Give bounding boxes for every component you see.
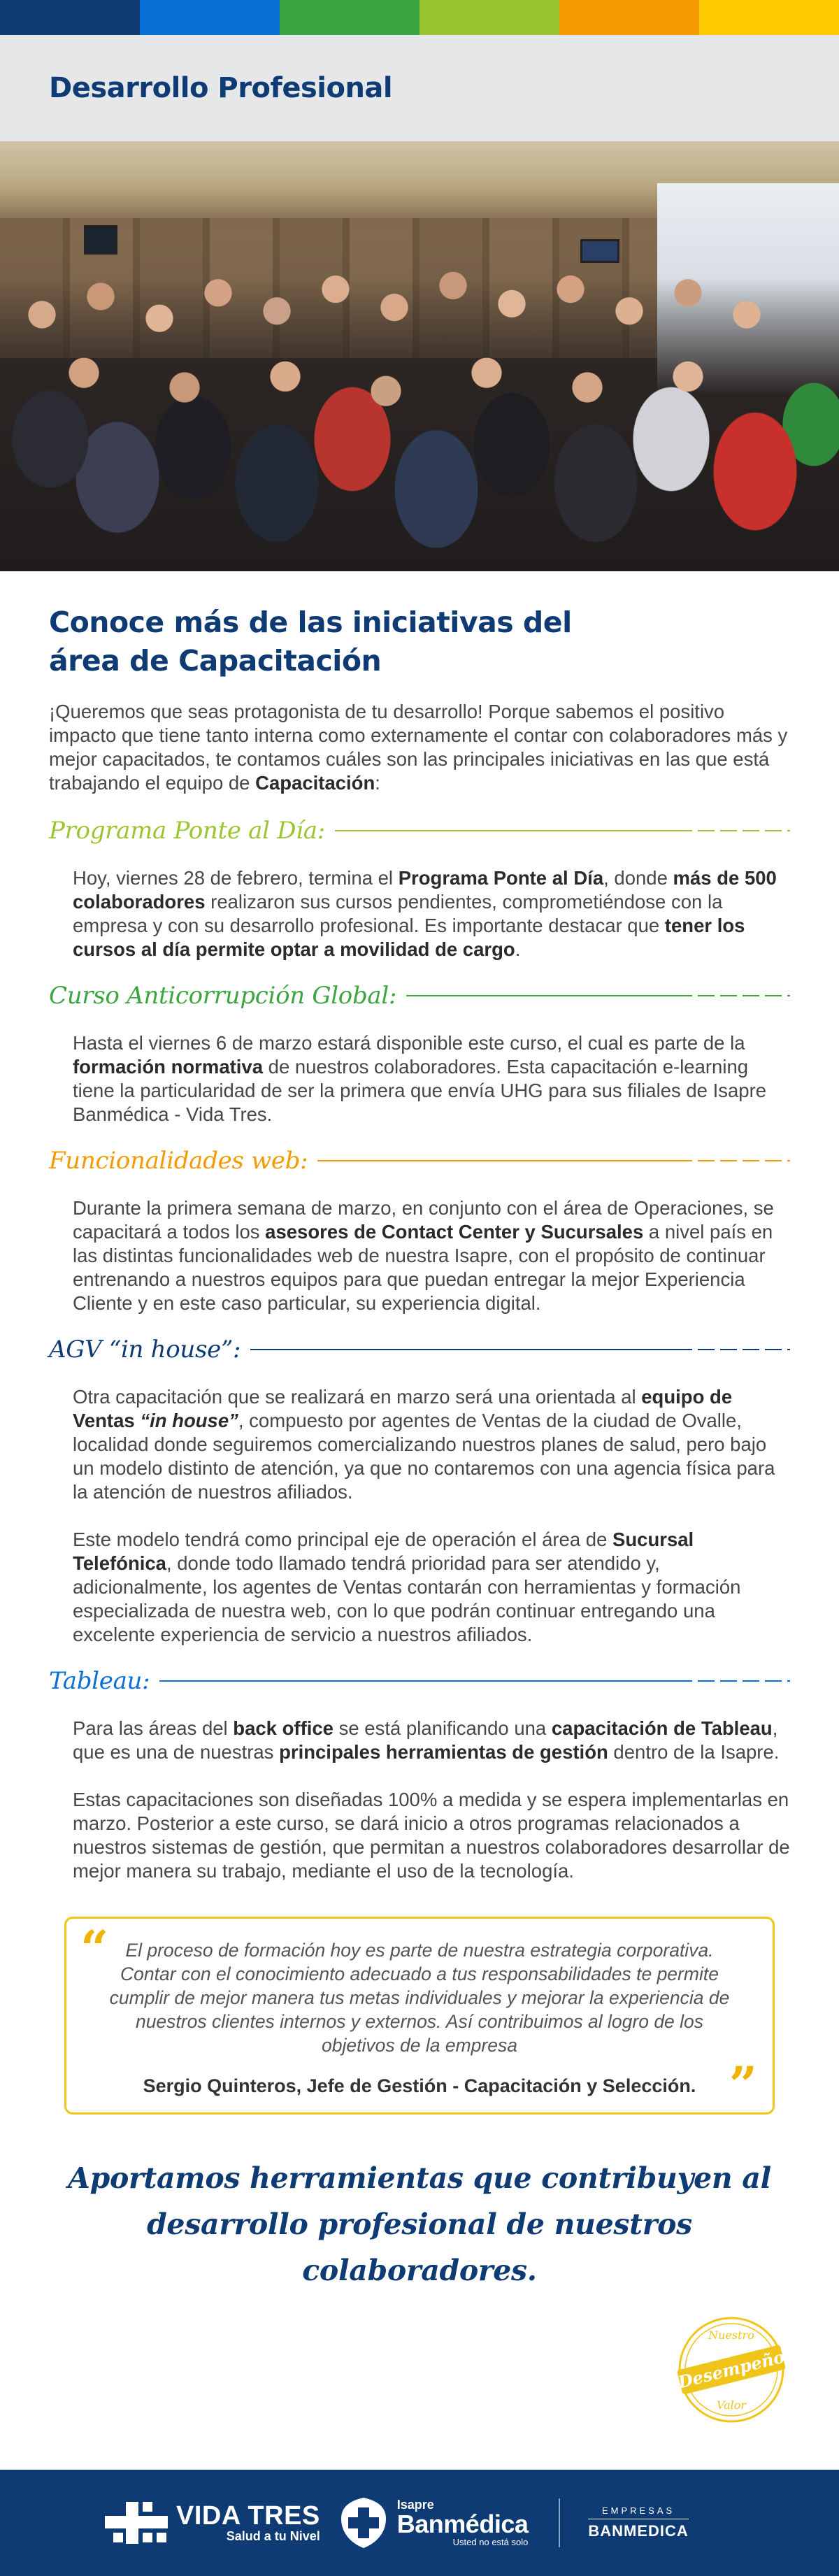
banmedica-logo[interactable] (336, 2495, 529, 2551)
group-photo (0, 141, 839, 571)
footer-divider (559, 2498, 560, 2547)
quote-box (64, 1917, 775, 2115)
section-divider-line (250, 1349, 790, 1350)
article-title-line1: Conoce más de las iniciativas del (49, 606, 572, 639)
section-heading (49, 813, 790, 848)
color-bar-segment (280, 0, 420, 35)
footer (0, 2470, 839, 2576)
empresas-name: BANMEDICA (588, 2522, 689, 2540)
section-paragraph: Hoy, viernes 28 de febrero, termina el Programa Ponte al Día, donde más de 500 colaboradores realizaron sus cursos pendientes, comprometiéndose con la empresa y con su desarrollo profesional. Es importante destacar que tener los cursos al día permite optar a movilidad de cargo. (73, 867, 777, 960)
section-body (49, 1196, 790, 1315)
close-quote-icon: ” (729, 2056, 757, 2114)
section-paragraph: Hasta el viernes 6 de marzo estará disponible este curso, el cual es parte de la formación normativa de nuestros colaboradores. Esta capacitación e-learning tiene la particularidad de ser la primera que envía UHG para sus filiales de Isapre Banmédica - Vida Tres. (73, 1032, 767, 1125)
section-title: Funcionalidades web: (49, 1147, 308, 1175)
empresas-banmedica-logo[interactable] (588, 2505, 688, 2540)
section-body (49, 866, 790, 961)
vidatres-tagline: Salud a tu Nivel (226, 2529, 320, 2543)
article-title-line2: área de Capacitación (49, 644, 382, 678)
closing-statement (49, 2155, 790, 2294)
section-paragraph: Para las áreas del back office se está planificando una capacitación de Tableau, que es una de nuestras principales herramientas de gestión dentro de la Isapre. (73, 1717, 780, 1763)
badge-middle-text: Desempeño (675, 2346, 787, 2393)
article-content (0, 603, 839, 2294)
section-heading (49, 978, 790, 1013)
article-title (49, 603, 790, 680)
section (49, 1663, 790, 1883)
top-color-bar (0, 0, 839, 35)
section-heading (49, 1663, 790, 1698)
section-body (49, 1385, 790, 1647)
banmedica-name: Banmédica (396, 2510, 529, 2538)
section-title: Tableau: (49, 1667, 150, 1695)
vidatres-cross-icon (105, 2502, 169, 2544)
section-title: AGV “in house”: (49, 1336, 241, 1364)
color-bar-segment (140, 0, 280, 35)
section-paragraph: Otra capacitación que se realizará en marzo será una orientada al equipo de Ventas “in house”, compuesto por agentes de Ventas de la ciudad de Ovalle, localidad donde seguiremos comercializando nuestros planes de salud, pero bajo un modelo distinto de atención, ya que no contaremos con una agencia física para la atención de nuestros afiliados. (73, 1386, 775, 1503)
section (49, 1143, 790, 1315)
section-paragraph: Durante la primera semana de marzo, en conjunto con el área de Operaciones, se capacitará a todos los asesores de Contact Center y Sucursales a nivel país en las distintas funcionalidades web de nuestra Isapre, con el propósito de continuar entrenando a nuestros equipos para que puedan entregar la mejor Experiencia Cliente y en este caso particular, su experiencia digital. (73, 1197, 774, 1314)
section (49, 813, 790, 961)
section-title: Curso Anticorrupción Global: (49, 982, 397, 1010)
section-title: Programa Ponte al Día: (49, 817, 325, 845)
section-paragraph: Este modelo tendrá como principal eje de operación el área de Sucursal Telefónica, donde todo llamado tendrá prioridad para ser atendido y, adicionalmente, los agentes de Ventas contarán con herramientas y formación especializada de nuestra web, con lo que podrán continuar entregando una excelente experiencia de servicio a nuestros afiliados. (73, 1529, 741, 1645)
banmedica-tagline: Usted no está solo (452, 2537, 529, 2547)
color-bar-segment (420, 0, 559, 35)
closing-line1: Aportamos herramientas que contribuyen al (68, 2161, 771, 2195)
section-heading (49, 1143, 790, 1178)
page-header (0, 35, 839, 141)
section-paragraph: Estas capacitaciones son diseñadas 100% a medida y se espera implementarlas en marzo. Posterior a este curso, se dará inicio a otros programas relacionados a nuestros sistemas de gestión, que permitan a nuestros colaboradores desarrollar de mejor manera su trabajo, mediante el uso de la tecnología. (73, 1789, 790, 1882)
badge-top-text: Nuestro (708, 2328, 754, 2342)
open-quote-icon: “ (80, 1919, 109, 1977)
empresas-label: EMPRESAS (588, 2505, 688, 2519)
section (49, 1332, 790, 1647)
section (49, 978, 790, 1126)
color-bar-segment (699, 0, 839, 35)
banmedica-prefix: Isapre (396, 2498, 434, 2512)
color-bar-segment (559, 0, 699, 35)
vidatres-logo[interactable] (105, 2502, 320, 2544)
quote-author: Sergio Quinteros, Jefe de Gestión - Capacitación y Selección. (134, 2075, 706, 2097)
section-body (49, 1031, 790, 1126)
vidatres-name: VIDA TRES (176, 2501, 320, 2531)
section-divider-line (317, 1160, 790, 1161)
desempeno-valor-badge-icon (674, 2312, 789, 2427)
badge-bottom-text: Valor (716, 2398, 747, 2412)
banmedica-shield-icon (336, 2495, 392, 2551)
page-title: Desarrollo Profesional (49, 72, 393, 104)
quote-text: El proceso de formación hoy es parte de nuestra estrategia corporativa. Contar con el conocimiento adecuado a tus responsabilidades te permite cumplir de mejor manera tus metas individuales y mejorar la experiencia de nuestros clientes internos y externos. Así contribuimos al logro de los objetivos de la empresa (109, 1940, 730, 2056)
section-body (49, 1717, 790, 1883)
closing-line2: desarrollo profesional de nuestros colaboradores. (147, 2208, 692, 2287)
section-divider-line (335, 830, 790, 831)
sections-container (49, 813, 790, 1883)
color-bar-segment (0, 0, 140, 35)
intro-paragraph: ¡Queremos que seas protagonista de tu desarrollo! Porque sabemos el positivo impacto que tiene tanto interna como externamente el contar con colaboradores más y mejor capacitados, te contamos cuáles son las principales iniciativas en las que está trabajando el equipo de Capacitación: (49, 701, 788, 794)
section-divider-line (406, 995, 790, 996)
section-heading (49, 1332, 790, 1367)
section-divider-line (159, 1680, 790, 1682)
